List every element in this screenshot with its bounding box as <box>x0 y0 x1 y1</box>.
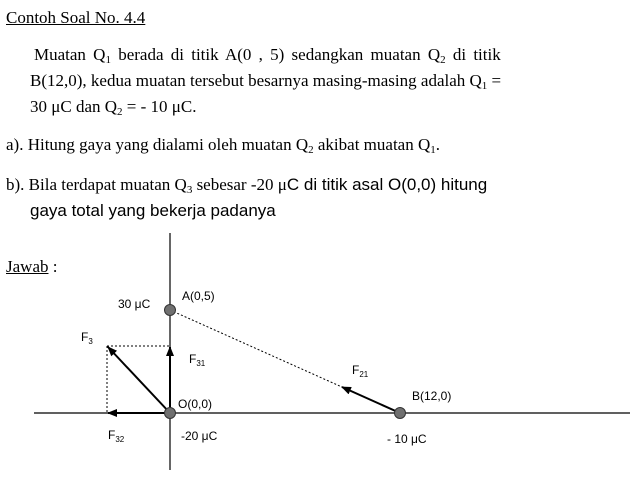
page-title: Contoh Soal No. 4.4 <box>6 8 146 27</box>
text-segment: akibat muatan Q <box>313 135 431 154</box>
charge-b-point <box>395 408 406 419</box>
label-origin: O(0,0) <box>178 397 213 411</box>
label-text: F <box>108 428 116 442</box>
subscript: 31 <box>196 359 206 368</box>
mu-symbol: μ <box>277 175 287 194</box>
label-text: F <box>81 330 89 344</box>
label-f31 <box>189 352 205 366</box>
label-charge-o: -20 μC <box>181 429 218 443</box>
text-segment: b). Bila terdapat muatan Q <box>6 175 187 194</box>
subscript: 1 <box>430 144 436 156</box>
text-segment: . <box>435 135 440 154</box>
label-point-b: B(12,0) <box>412 389 452 403</box>
text-segment: a). Hitung gaya yang dialami oleh muatan Q <box>6 135 309 154</box>
label-charge-a: 30 μC <box>118 297 151 311</box>
charge-a-point <box>165 305 176 316</box>
answer-heading: Jawab <box>6 257 49 276</box>
text-segment: B(12,0), kedua muatan tersebut besarnya masing-masing adalah Q <box>30 71 482 90</box>
subscript: 3 <box>186 184 193 196</box>
text-segment: C di titik asal O(0,0) hitung <box>286 175 488 194</box>
label-point-a: A(0,5) <box>182 289 215 303</box>
subscript: 21 <box>359 370 369 379</box>
text-segment: Muatan Q <box>34 45 106 64</box>
label-text: F <box>352 363 360 377</box>
subscript: 3 <box>88 337 93 346</box>
charge-o-point <box>165 408 176 419</box>
text-segment: sebesar -20 <box>192 175 278 194</box>
colon: : <box>48 257 58 276</box>
question-b-line-2: gaya total yang bekerja padanya <box>30 201 276 220</box>
text-segment: = - 10 μC. <box>122 97 197 116</box>
vector-f21 <box>342 387 400 413</box>
label-f32 <box>108 428 124 442</box>
vector-f3 <box>108 347 170 413</box>
subscript: 1 <box>105 54 111 66</box>
subscript: 1 <box>481 80 488 92</box>
subscript: 2 <box>308 144 314 156</box>
text-segment: di titik <box>445 45 501 64</box>
label-f3 <box>81 330 93 344</box>
text-segment: 30 μC dan Q <box>30 97 118 116</box>
subscript: 32 <box>115 435 125 444</box>
label-f21 <box>352 363 368 377</box>
label-text: F <box>189 352 197 366</box>
subscript: 2 <box>117 106 123 118</box>
label-charge-b: - 10 μC <box>387 432 427 446</box>
subscript: 2 <box>440 54 446 66</box>
text-segment: = <box>487 71 502 90</box>
text-segment: berada di titik A(0 , 5) sedangkan muatan Q <box>110 45 441 64</box>
